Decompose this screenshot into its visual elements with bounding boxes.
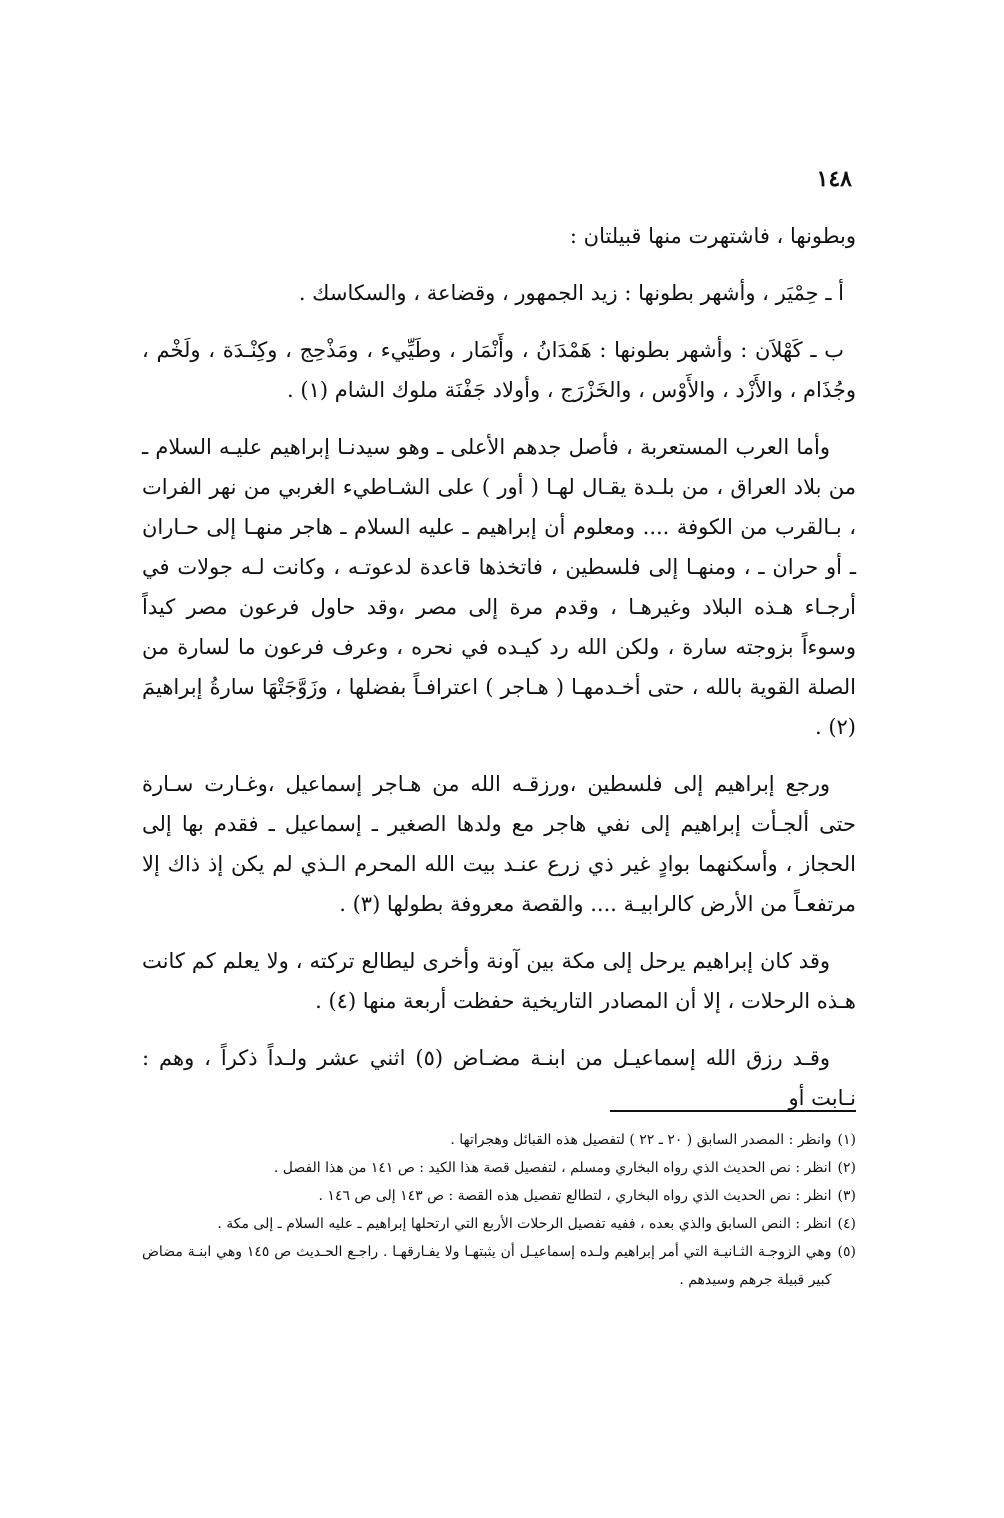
paragraph: وقد كان إبراهيم يرحل إلى مكة بين آونة وأخرى ليطالع تركته ، ولا يعلم كم كانت هـذه الرحلات ، إلا أن المصادر التاريخية حفظت أربعة منها (٤) . [142, 949, 856, 1013]
footnote-text: انظر : النص السابق والذي بعده ، ففيه تفصيل الرحلات الأربع التي ارتحلها إبراهيم ـ عليه السلام ـ إلى مكة . [217, 1216, 832, 1232]
footnote [142, 1154, 856, 1182]
footnote-number: (٢) [837, 1160, 856, 1176]
main-text [142, 216, 856, 1135]
paragraph: وقـد رزق الله إسماعيـل من ابنـة مضـاض (٥) اثني عشر ولـداً ذكراً ، وهم : نـابت أو [142, 1046, 856, 1110]
footnote-divider [610, 1110, 856, 1112]
footnote [142, 1126, 856, 1154]
footnote-number: (٥) [837, 1244, 856, 1260]
footnote [142, 1210, 856, 1238]
footnote-number: (١) [837, 1132, 856, 1148]
footnote-text: وانظر : المصدر السابق ( ٢٠ ـ ٢٢ ) لتفصيل هذه القبائل وهجراتها . [450, 1132, 832, 1148]
footnote-text: انظر : نص الحديث الذي رواه البخاري ومسلم ، لتفصيل قصة هذا الكيد : ص ١٤١ من هذا الفصل . [273, 1160, 832, 1176]
footnote-number: (٣) [837, 1188, 856, 1204]
footnote-text: وهي الزوجـة الثـانيـة التي أمر إبراهيم ولـده إسماعيـل أن يثبتهـا ولا يفـارقهـا . راجـع الحـديث ص ١٤٥ وهي ابنـة مضاض كبير قبيلة جرهم وسيدهم . [142, 1244, 832, 1288]
paragraph: ورجع إبراهيم إلى فلسطين ،ورزقـه الله من هـاجر إسماعيل ،وغـارت سـارة حتى ألجـأت إبراهيم إلى نفي هاجر مع ولدها الصغير ـ إسماعيل ـ فقدم بها إلى الحجاز ، وأسكنهما بوادٍ غير ذي زرع عنـد بيت الله المحرم الـذي لم يكن إذ ذاك إلا مرتفعـاً من الأرض كالرابيـة .... والقصة معروفة بطولها (٣) . [142, 772, 856, 916]
footnote-number: (٤) [837, 1216, 856, 1232]
paragraph: وبطونها ، فاشتهرت منها قبيلتان : [569, 224, 856, 248]
page-number: ١٤٨ [816, 166, 852, 192]
footnote [142, 1182, 856, 1210]
footnotes [142, 1126, 856, 1294]
paragraph: وأما العرب المستعربة ، فأصل جدهم الأعلى ـ وهو سيدنـا إبراهيم عليـه السلام ـ من بلاد العراق ، من بلـدة يقـال لهـا ( أور ) على الشـاطيء الغربي من نهر الفرات ، بـالقرب من الكوفة .... ومعلوم أن إبراهيم ـ عليه السلام ـ هاجر منهـا إلى حـاران ـ أو حران ـ ، ومنهـا إلى فلسطين ، فاتخذها قاعدة لدعوتـه ، وكانت لـه جولات في أرجـاء هـذه البلاد وغيرهـا ، وقدم مرة إلى مصر ،وقد حاول فرعون مصر كيداً وسوءاً بزوجته سارة ، ولكن الله رد كيـده في نحره ، وعرف فرعون ما لسارة من الصلة القوية بالله ، حتى أخـدمهـا ( هـاجر ) اعترافـاً بفضلها ، وزَوَّجَتْهَا سارةُ إبراهيمَ (٢) . [142, 435, 856, 739]
footnote-text: انظر : نص الحديث الذي رواه البخاري ، لتطالع تفصيل هذه القصة : ص ١٤٣ إلى ص ١٤٦ . [318, 1188, 832, 1204]
list-item-kahlan: ب ـ كَهْلاَن : وأشهر بطونها : هَمْدَانُ ، وأَنْمَار ، وطَيِّيء ، ومَذْحِج ، وكِنْـدَة ، ولَخْم ، وجُذَام ، والأَزْد ، والأَوْس ، والخَزْرَج ، وأولاد جَفْنَة ملوك الشام (١) . [142, 338, 856, 402]
list-item-himyar: أ ـ حِمْيَر ، وأشهر بطونها : زيد الجمهور ، وقضاعة ، والسكاسك . [298, 281, 844, 305]
footnote [142, 1238, 856, 1294]
